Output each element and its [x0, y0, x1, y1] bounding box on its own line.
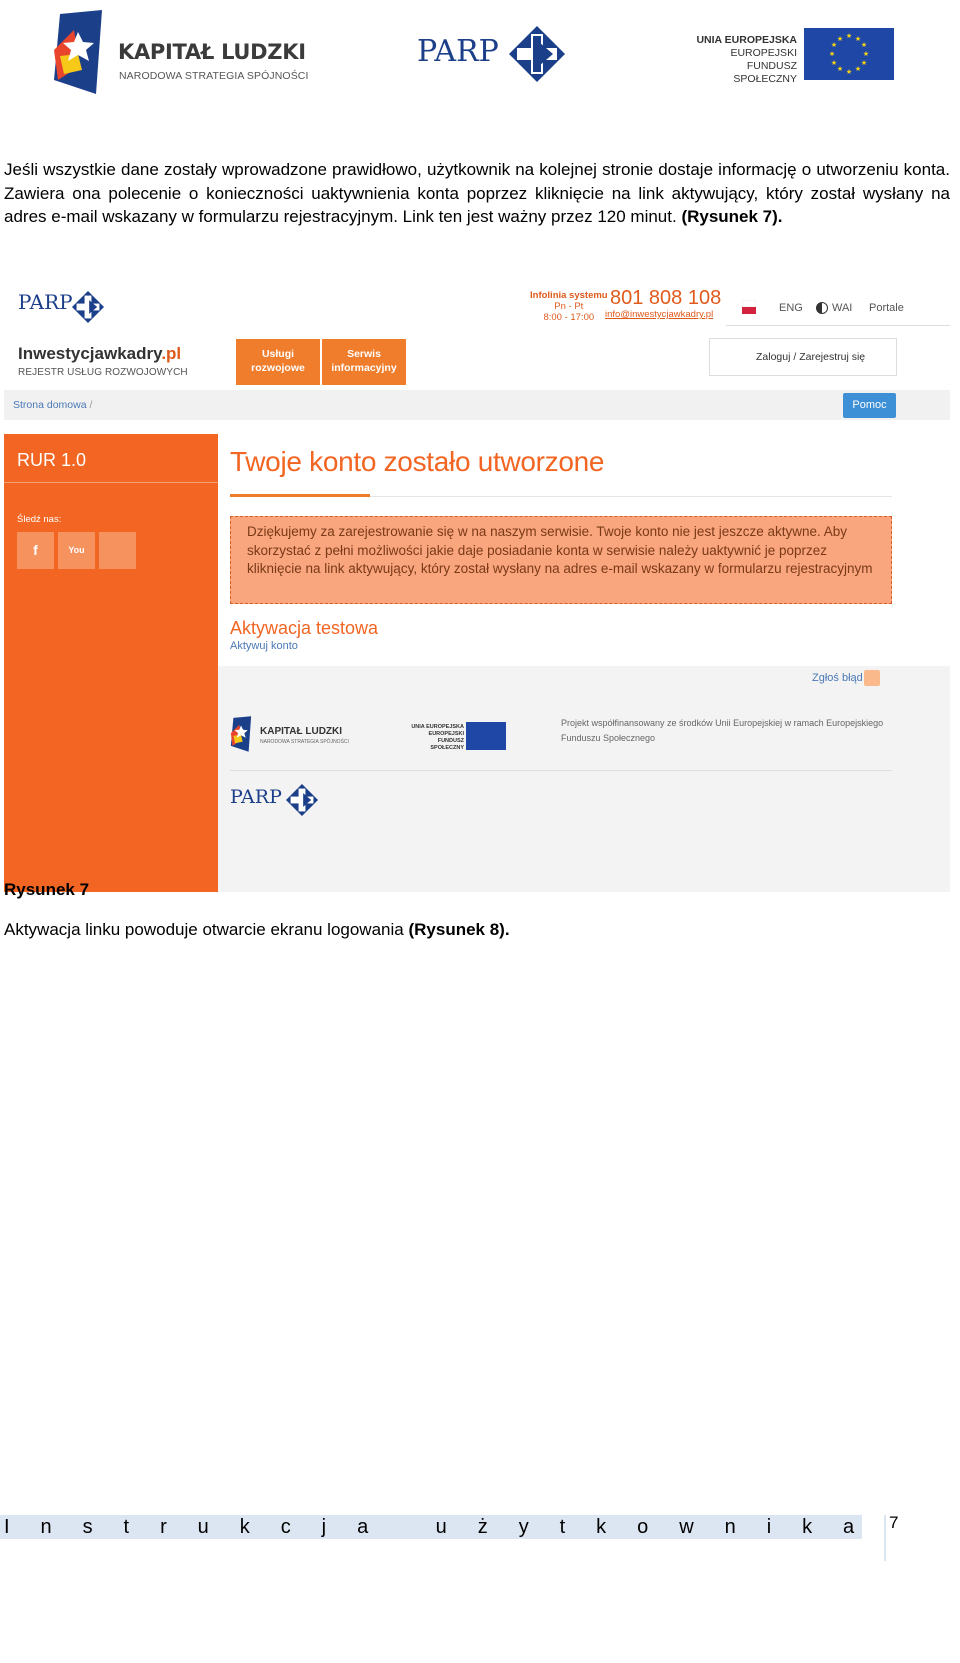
report-bug-icon[interactable]: [864, 670, 880, 686]
svg-text:★: ★: [860, 59, 868, 67]
info-alert: [230, 516, 892, 604]
breadcrumb: [4, 390, 950, 420]
nav-tile-uslugi-line2: rozwojowe: [251, 362, 305, 374]
svg-text:★: ★: [854, 35, 862, 43]
figure-caption: Rysunek 7: [4, 880, 90, 899]
wai-link[interactable]: WAI: [832, 302, 853, 314]
footer-eu-line-1: UNIA EUROPEJSKA: [411, 724, 464, 730]
figure-7-screenshot: [4, 278, 950, 892]
breadcrumb-separator: /: [89, 399, 93, 411]
polish-flag-icon[interactable]: [742, 300, 756, 314]
breadcrumb-home-label: Strona domowa: [13, 399, 87, 411]
sidebar-divider: [4, 482, 218, 483]
site-footer: [218, 666, 950, 892]
lang-eng-link[interactable]: ENG: [779, 302, 803, 314]
top-links: [726, 292, 950, 326]
page-heading: Twoje konto zostało utworzone: [230, 446, 605, 477]
login-register-button[interactable]: [709, 338, 897, 376]
footer-divider: [230, 770, 892, 771]
helpline-label: Infolinia systemu: [530, 290, 608, 301]
main-content: [218, 434, 950, 892]
eu-flag-icon: [804, 28, 894, 80]
intro-paragraph: [4, 158, 950, 229]
footer-kapital-ludzki-logo: [230, 716, 380, 752]
site-name-main: Inwestycjawkadry: [18, 344, 162, 363]
site-parp-diamond-icon: [72, 291, 104, 323]
parp-logo: [417, 26, 567, 84]
site-topbar: [4, 278, 950, 336]
site-header: [4, 336, 950, 388]
follow-us-label: Śledź nas:: [17, 514, 62, 525]
parp-diamond-icon: [509, 26, 565, 82]
svg-text:★: ★: [845, 68, 853, 76]
test-activation-heading: Aktywacja testowa: [230, 618, 379, 638]
login-label: Zaloguj / Zarejestruj się: [756, 351, 866, 363]
footer-eu-line-3: FUNDUSZ SPOŁECZNY: [430, 738, 464, 751]
svg-text:★: ★: [836, 35, 844, 43]
site-subtitle: REJESTR USŁUG ROZWOJOWYCH: [18, 367, 188, 378]
page-number: 7: [889, 1513, 899, 1532]
parp-logo-text: PARP: [417, 34, 499, 69]
footer-parp-diamond-icon: [286, 784, 318, 816]
nav-tile-serwis-line1: Serwis: [347, 348, 381, 360]
breadcrumb-home[interactable]: [13, 399, 92, 411]
footer-eu-flag-icon: [466, 722, 506, 750]
footer-kl-subtitle: NARODOWA STRATEGIA SPÓJNOŚCI: [260, 739, 349, 745]
kapital-ludzki-subtitle: NARODOWA STRATEGIA SPÓJNOŚCI: [119, 70, 309, 82]
site-name-tld: .pl: [161, 344, 182, 363]
nav-tile-uslugi[interactable]: [236, 339, 320, 385]
sidebar: [4, 434, 218, 892]
nav-tile-serwis[interactable]: [322, 339, 406, 385]
nav-tile-serwis-line2: informacyjny: [331, 362, 397, 374]
svg-text:★: ★: [845, 32, 853, 40]
next-paragraph-text: Aktywacja linku powoduje otwarcie ekranu logowania: [4, 920, 404, 939]
footer-parp-logo: PARP: [230, 786, 282, 808]
eu-line-1: UNIA EUROPEJSKA: [696, 34, 797, 46]
document-header: [0, 0, 960, 110]
eu-logo: [694, 26, 894, 85]
activate-account-link[interactable]: Aktywuj konto: [230, 640, 298, 652]
kapital-ludzki-emblem-icon: [52, 10, 104, 94]
page-footer-title: I n s t r u k c j a u ż y t k o w n i k a: [4, 1516, 867, 1538]
intro-figure-ref: (Rysunek 7).: [681, 207, 783, 226]
page-number-rule: [884, 1515, 886, 1561]
svg-text:★: ★: [862, 50, 870, 58]
next-paragraph: [4, 920, 510, 940]
site-name[interactable]: [18, 344, 181, 364]
svg-text:★: ★: [860, 41, 868, 49]
info-alert-text: Dziękujemy za zarejestrowanie się w na naszym serwisie. Twoje konto nie jest jeszcze aktywne. Aby skorzystać z pełni możliwości jakie daje posiadanie konta w serwisie należy uaktywnić je poprzez kliknięcie na link aktywujący, który został wysłany na adres e-mail wskazany w formularzu rejestracyjnym: [247, 524, 873, 576]
social-placeholder-icon[interactable]: [99, 532, 136, 569]
report-bug-link[interactable]: Zgłoś błąd: [812, 672, 863, 684]
svg-text:★: ★: [836, 65, 844, 73]
youtube-icon[interactable]: You: [58, 532, 95, 569]
site-parp-logo[interactable]: PARP: [18, 290, 73, 314]
footer-eu-text: [408, 724, 464, 752]
helpline-email-link[interactable]: info@inwestycjawkadry.pl: [605, 309, 714, 320]
eu-line-2: EUROPEJSKI: [730, 47, 797, 59]
contrast-icon[interactable]: [816, 302, 828, 314]
help-button[interactable]: Pomoc: [843, 393, 896, 418]
eu-logo-text: [694, 34, 797, 86]
nav-tile-uslugi-line1: Usługi: [261, 348, 295, 360]
svg-text:★: ★: [854, 65, 862, 73]
helpline-phone: 801 808 108: [610, 287, 722, 309]
helpline-days: Pn - Pt: [554, 301, 584, 312]
footer-kl-title: KAPITAŁ LUDZKI: [260, 726, 343, 737]
intro-text: Jeśli wszystkie dane zostały wprowadzone prawidłowo, użytkownik na kolejnej stronie dostaje informację o utworzeniu konta. Zawiera ona polecenie o konieczności uaktywnienia konta poprzez kliknięcie na link aktywujący, który został wysłany na adres e-mail wskazany w formularzu rejestracyjnym. Link ten jest ważny przez 120 minut.: [4, 160, 950, 226]
svg-text:★: ★: [830, 59, 838, 67]
portals-dropdown[interactable]: Portale: [869, 302, 904, 314]
heading-accent: [230, 494, 370, 497]
sidebar-title: RUR 1.0: [17, 450, 87, 470]
eu-line-3: FUNDUSZ SPOŁECZNY: [733, 60, 797, 85]
next-figure-ref: (Rysunek 8).: [408, 920, 510, 939]
kapital-ludzki-logo: [52, 10, 312, 96]
helpline-hours: 8:00 - 17:00: [543, 312, 595, 323]
footer-eu-logo: [408, 722, 518, 750]
svg-text:★: ★: [830, 41, 838, 49]
facebook-icon[interactable]: f: [17, 532, 54, 569]
svg-text:★: ★: [828, 50, 836, 58]
kapital-ludzki-title: KAPITAŁ LUDZKI: [118, 40, 306, 64]
helpline-info: [530, 290, 608, 323]
footer-eu-line-2: EUROPEJSKI: [428, 731, 464, 737]
footer-kapital-ludzki-emblem-icon: [230, 716, 252, 752]
project-note: Projekt współfinansowany ze środków Unii Europejskiej w ramach Europejskiego Funduszu Społecznego: [561, 718, 884, 743]
